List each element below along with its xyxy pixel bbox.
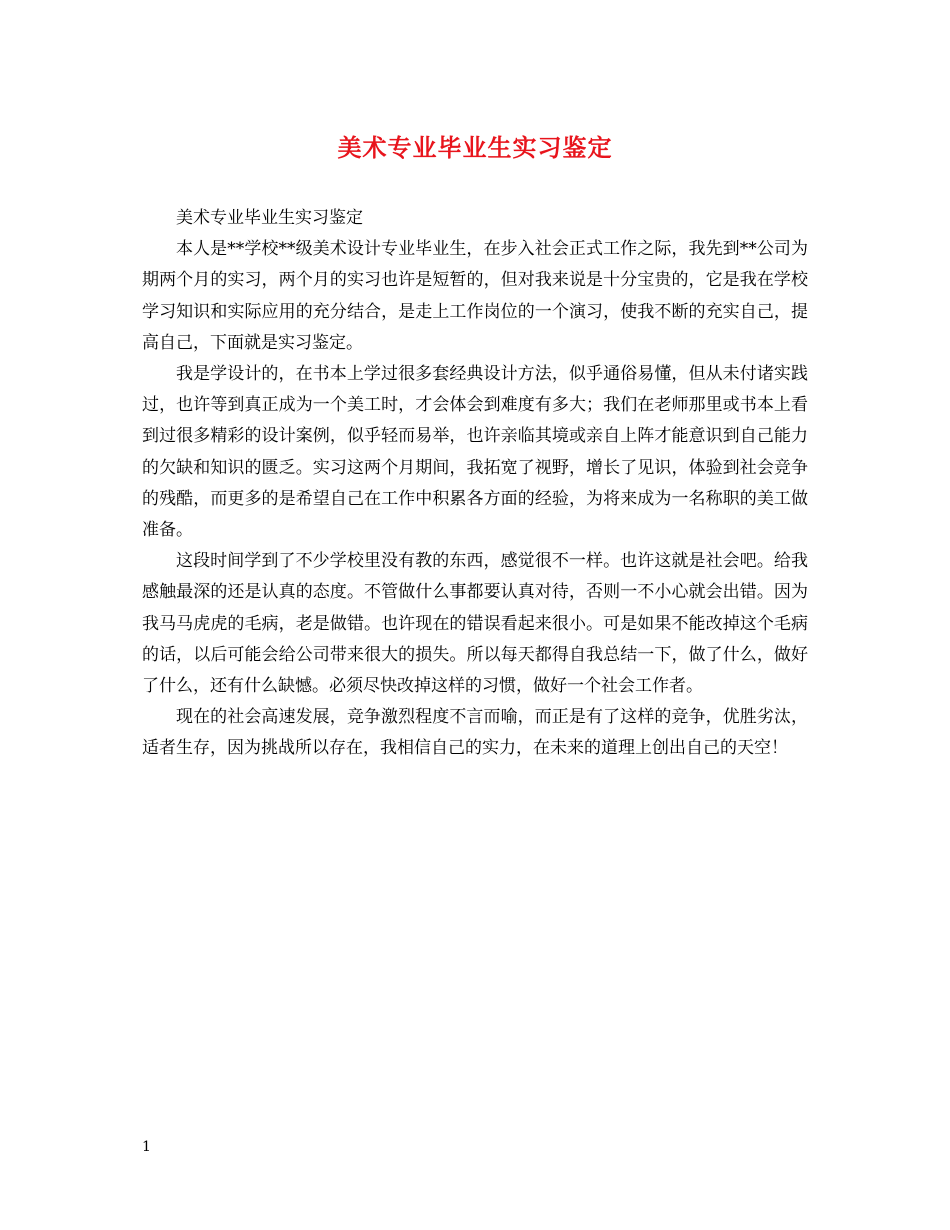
paragraph-conclusion: 现在的社会高速发展，竞争激烈程度不言而喻，而正是有了这样的竞争，优胜劣汰，适者生存，因为挑战所以存在，我相信自己的实力，在未来的道理上创出自己的天空！	[142, 707, 808, 759]
document-title: 美术专业毕业生实习鉴定	[337, 133, 613, 162]
paragraph-subtitle: 美术专业毕业生实习鉴定	[176, 208, 363, 228]
paragraph-intro: 本人是**学校**级美术设计专业毕业生，在步入社会正式工作之际，我先到**公司为期两个月的实习，两个月的实习也许是短暂的，但对我来说是十分宝贵的，它是我在学校学习知识和实际应用的充分结合，是走上工作岗位的一个演习，使我不断的充实自己，提高自己，下面就是实习鉴定。	[142, 239, 808, 353]
page-number: 1	[142, 1139, 151, 1155]
document-body	[142, 203, 808, 765]
paragraph-reflection: 这段时间学到了不少学校里没有教的东西，感觉很不一样。也许这就是社会吧。给我感触最深的还是认真的态度。不管做什么事都要认真对待，否则一不小心就会出错。因为我马马虎虎的毛病，老是做错。也许现在的错误看起来很小。可是如果不能改掉这个毛病的话，以后可能会给公司带来很大的损失。所以每天都得自我总结一下，做了什么，做好了什么，还有什么缺憾。必须尽快改掉这样的习惯，做好一个社会工作者。	[142, 551, 808, 697]
paragraph-learning: 我是学设计的，在书本上学过很多套经典设计方法，似乎通俗易懂，但从未付诸实践过，也许等到真正成为一个美工时，才会体会到难度有多大；我们在老师那里或书本上看到过很多精彩的设计案例，似乎轻而易举，也许亲临其境或亲自上阵才能意识到自己能力的欠缺和知识的匮乏。实习这两个月期间，我拓宽了视野，增长了见识，体验到社会竞争的残酷，而更多的是希望自己在工作中积累各方面的经验，为将来成为一名称职的美工做准备。	[142, 364, 808, 541]
